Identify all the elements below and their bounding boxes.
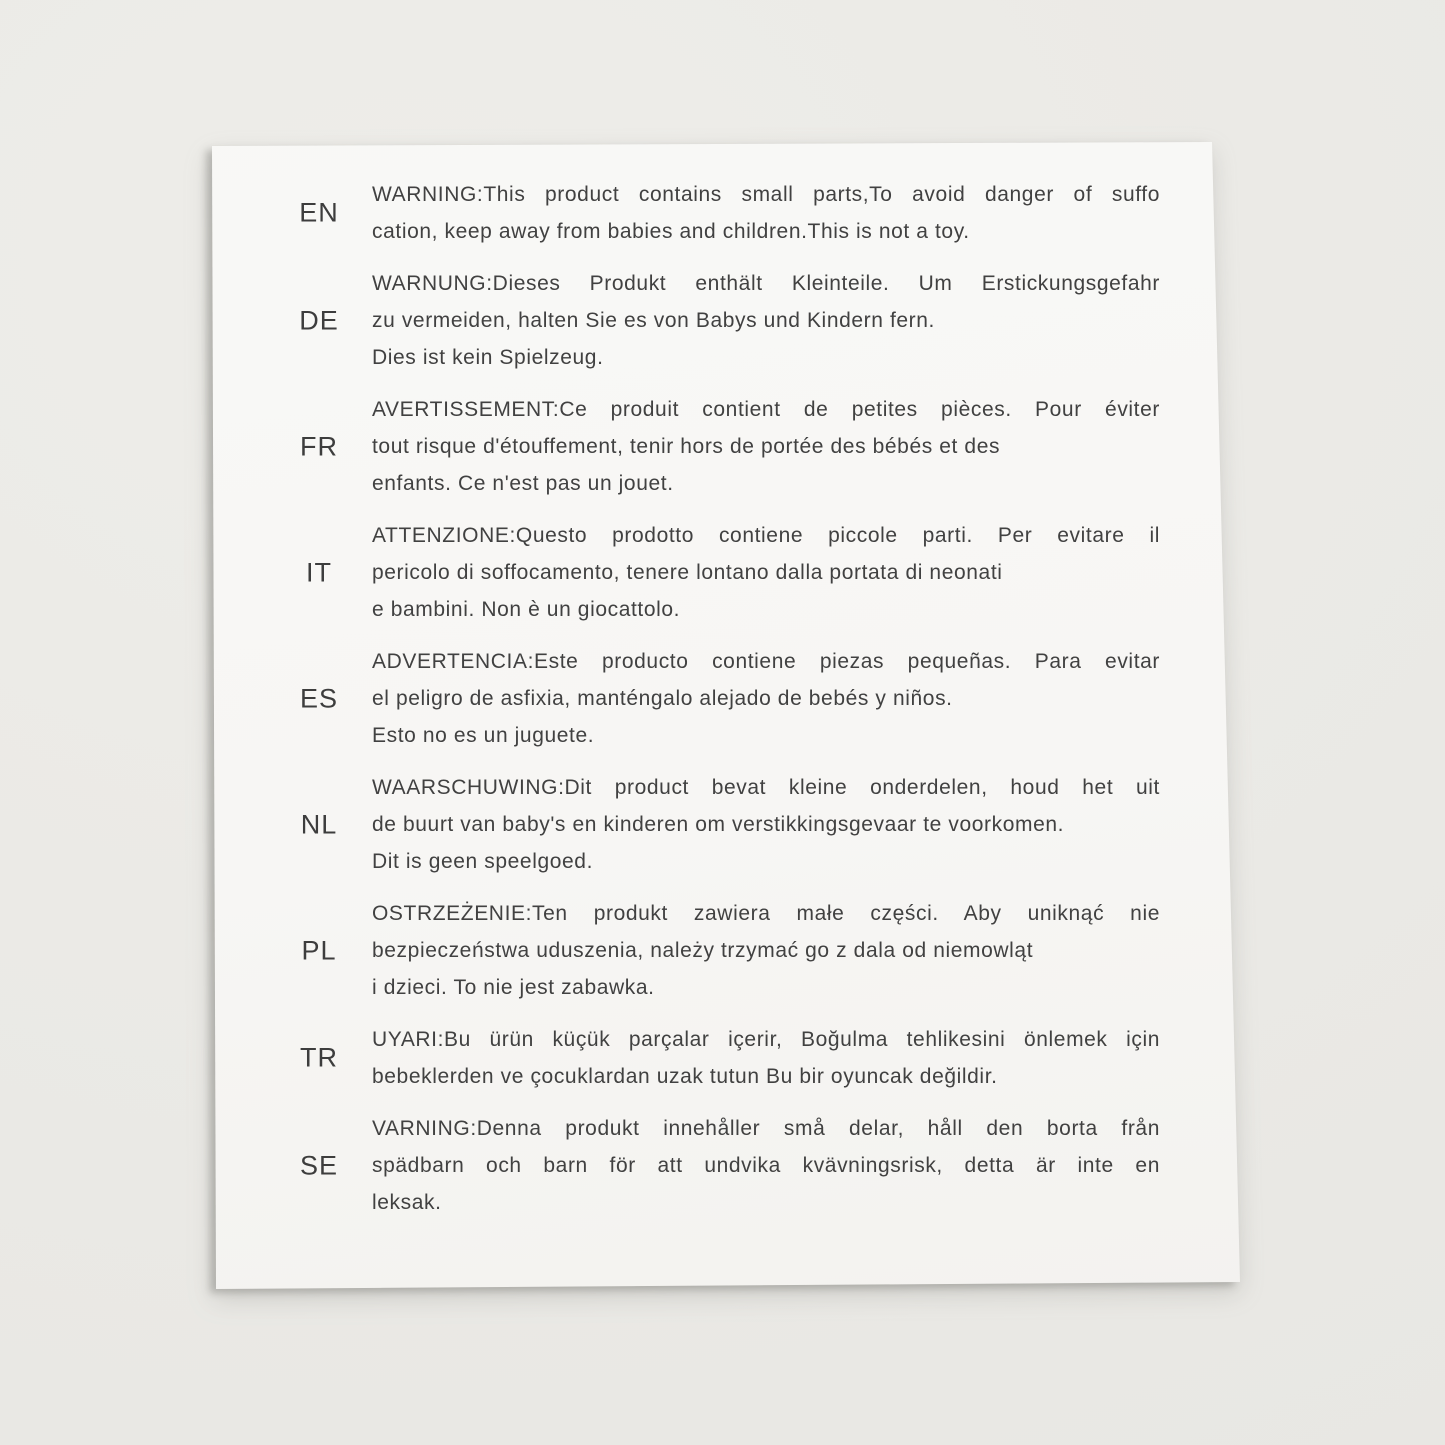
warning-text-line: WARNUNG:Dieses Produkt enthält Kleinteile. Um Erstickungsgefahr [372,272,1160,295]
warning-text-line: i dzieci. To nie jest zabawka. [372,976,655,999]
warning-text-line: WAARSCHUWING:Dit product bevat kleine onderdelen, houd het uit [372,776,1160,799]
language-code-nl: NL [300,809,338,839]
warning-block-en [299,176,1160,250]
warning-text-line: pericolo di soffocamento, tenere lontano dalla portata di neonati [372,561,1003,584]
warning-text-line: Dies ist kein Spielzeug. [372,346,604,369]
warning-block-nl [300,769,1160,880]
warning-text-line: bebeklerden ve çocuklardan uzak tutun Bu bir oyuncak değildir. [372,1065,998,1088]
language-code-fr: FR [300,431,338,461]
warning-text-line: Dit is geen speelgoed. [372,850,594,873]
language-code-it: IT [306,557,332,587]
language-code-tr: TR [300,1042,338,1073]
warning-text-line: leksak. [372,1191,442,1214]
warning-block-it [306,517,1160,628]
warning-text-line: cation, keep away from babies and children.This is not a toy. [372,220,970,243]
language-code-se: SE [299,1150,339,1180]
warning-text-line: de buurt van baby's en kinderen om verstikkingsgevaar te voorkomen. [372,813,1065,836]
warning-text-line: AVERTISSEMENT:Ce produit contient de petites pièces. Pour éviter [372,398,1160,421]
warning-block-de [299,265,1160,376]
warning-block-se [299,1110,1160,1221]
warning-text-line: OSTRZEŻENIE:Ten produkt zawiera małe części. Aby uniknąć nie [372,902,1160,925]
warning-text-content [299,176,1160,1236]
language-code-de: DE [299,305,339,335]
language-code-es: ES [299,683,339,713]
warning-text-line: UYARI:Bu ürün küçük parçalar içerir, Boğulma tehlikesini önlemek için [372,1028,1160,1051]
warning-text-line: tout risque d'étouffement, tenir hors de portée des bébés et des [372,435,1001,458]
warning-text-line: el peligro de asfixia, manténgalo alejado de bebés y niños. [372,687,953,710]
warning-text-line: zu vermeiden, halten Sie es von Babys und Kindern fern. [372,309,935,332]
warning-text-line: ADVERTENCIA:Este producto contiene piezas pequeñas. Para evitar [372,650,1160,673]
warning-text-line: bezpieczeństwa uduszenia, należy trzymać go z dala od niemowląt [372,939,1034,962]
warning-block-fr [300,391,1160,502]
warning-text-line: enfants. Ce n'est pas un jouet. [372,472,674,495]
warning-block-tr [300,1021,1160,1095]
warning-text-line: ATTENZIONE:Questo prodotto contiene piccole parti. Per evitare il [372,524,1160,547]
language-code-en: EN [299,197,339,228]
warning-block-pl [301,895,1160,1006]
warning-text-line: WARNING:This product contains small parts,To avoid danger of suffo [372,183,1160,206]
warning-text-line: VARNING:Denna produkt innehåller små delar, håll den borta från [372,1117,1160,1140]
language-code-pl: PL [301,935,337,965]
warning-block-es [299,643,1160,754]
warning-text-line: spädbarn och barn för att undvika kvävningsrisk, detta är inte en [372,1154,1160,1177]
warning-text-line: Esto no es un juguete. [372,724,595,747]
warning-text-line: e bambini. Non è un giocattolo. [372,598,681,621]
